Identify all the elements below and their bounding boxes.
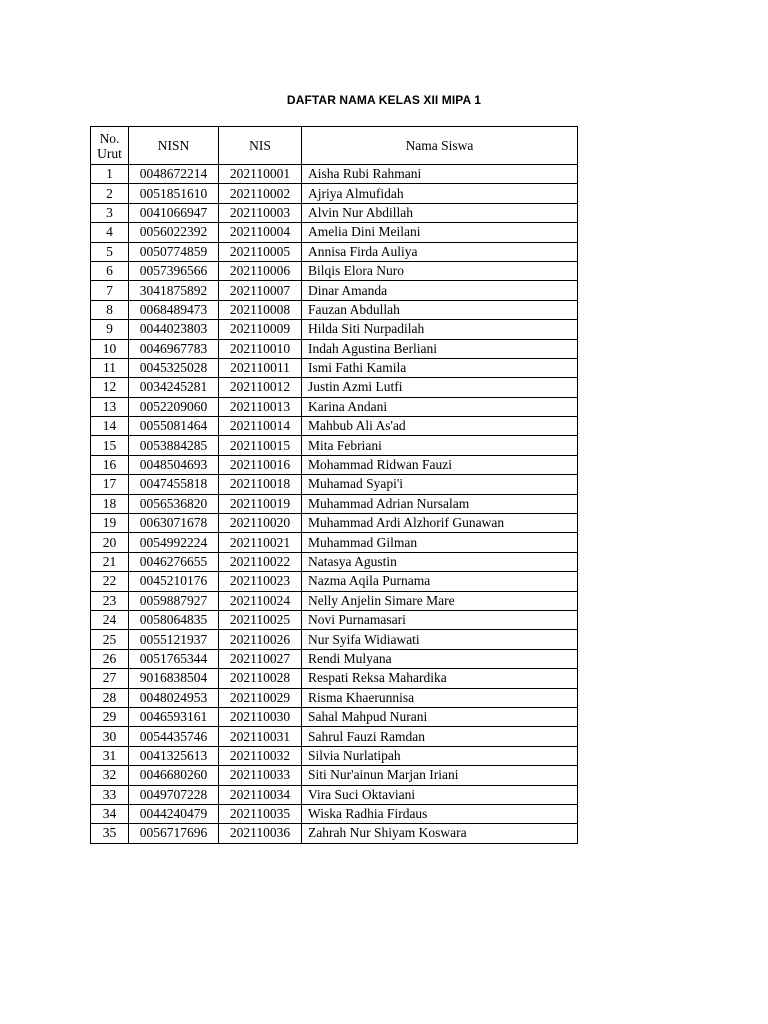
cell-no: 8 — [91, 300, 129, 319]
cell-no: 25 — [91, 630, 129, 649]
cell-name: Vira Suci Oktaviani — [302, 785, 578, 804]
cell-name: Wiska Radhia Firdaus — [302, 804, 578, 823]
table-row — [91, 417, 578, 436]
cell-nis: 202110028 — [219, 669, 302, 688]
table-row — [91, 707, 578, 726]
cell-no: 14 — [91, 417, 129, 436]
cell-nisn: 9016838504 — [129, 669, 219, 688]
cell-no: 23 — [91, 591, 129, 610]
table-row — [91, 165, 578, 184]
cell-nis: 202110035 — [219, 804, 302, 823]
cell-no: 12 — [91, 378, 129, 397]
cell-nisn: 0046967783 — [129, 339, 219, 358]
cell-no: 5 — [91, 242, 129, 261]
cell-nis: 202110004 — [219, 223, 302, 242]
cell-nisn: 0052209060 — [129, 397, 219, 416]
cell-nis: 202110024 — [219, 591, 302, 610]
cell-nisn: 0048024953 — [129, 688, 219, 707]
cell-nisn: 0046680260 — [129, 766, 219, 785]
cell-name: Muhammad Ardi Alzhorif Gunawan — [302, 514, 578, 533]
cell-name: Mita Febriani — [302, 436, 578, 455]
cell-no: 26 — [91, 649, 129, 668]
table-body — [91, 165, 578, 844]
cell-nisn: 0058064835 — [129, 610, 219, 629]
cell-nisn: 0054435746 — [129, 727, 219, 746]
header-nis: NIS — [219, 127, 302, 165]
cell-nis: 202110031 — [219, 727, 302, 746]
cell-nisn: 0055081464 — [129, 417, 219, 436]
cell-nis: 202110036 — [219, 824, 302, 843]
cell-nis: 202110030 — [219, 707, 302, 726]
table-row — [91, 630, 578, 649]
cell-nisn: 0056536820 — [129, 494, 219, 513]
cell-no: 33 — [91, 785, 129, 804]
cell-nisn: 0059887927 — [129, 591, 219, 610]
cell-nisn: 0048672214 — [129, 165, 219, 184]
cell-no: 11 — [91, 358, 129, 377]
cell-nisn: 0045325028 — [129, 358, 219, 377]
cell-name: Sahrul Fauzi Ramdan — [302, 727, 578, 746]
cell-no: 10 — [91, 339, 129, 358]
cell-no: 3 — [91, 203, 129, 222]
table-row — [91, 300, 578, 319]
cell-no: 2 — [91, 184, 129, 203]
header-nama-siswa: Nama Siswa — [302, 127, 578, 165]
cell-nisn: 0048504693 — [129, 455, 219, 474]
cell-no: 27 — [91, 669, 129, 688]
cell-no: 9 — [91, 320, 129, 339]
cell-no: 13 — [91, 397, 129, 416]
table-row — [91, 397, 578, 416]
cell-no: 15 — [91, 436, 129, 455]
cell-name: Ismi Fathi Kamila — [302, 358, 578, 377]
table-row — [91, 494, 578, 513]
cell-nis: 202110015 — [219, 436, 302, 455]
cell-no: 17 — [91, 475, 129, 494]
cell-nis: 202110019 — [219, 494, 302, 513]
cell-name: Dinar Amanda — [302, 281, 578, 300]
table-row — [91, 824, 578, 843]
cell-nis: 202110005 — [219, 242, 302, 261]
cell-nis: 202110033 — [219, 766, 302, 785]
table-row — [91, 552, 578, 571]
cell-nisn: 0050774859 — [129, 242, 219, 261]
header-no-urut — [91, 127, 129, 165]
table-row — [91, 766, 578, 785]
cell-nis: 202110018 — [219, 475, 302, 494]
table-row — [91, 339, 578, 358]
cell-name: Nazma Aqila Purnama — [302, 572, 578, 591]
cell-nisn: 0056717696 — [129, 824, 219, 843]
cell-nis: 202110020 — [219, 514, 302, 533]
cell-name: Alvin Nur Abdillah — [302, 203, 578, 222]
cell-name: Ajriya Almufidah — [302, 184, 578, 203]
cell-nisn: 0044023803 — [129, 320, 219, 339]
cell-nis: 202110026 — [219, 630, 302, 649]
cell-nisn: 0068489473 — [129, 300, 219, 319]
table-row — [91, 514, 578, 533]
cell-name: Silvia Nurlatipah — [302, 746, 578, 765]
cell-no: 28 — [91, 688, 129, 707]
table-row — [91, 320, 578, 339]
cell-nis: 202110027 — [219, 649, 302, 668]
cell-name: Bilqis Elora Nuro — [302, 261, 578, 280]
table-row — [91, 281, 578, 300]
cell-nisn: 0051851610 — [129, 184, 219, 203]
table-row — [91, 804, 578, 823]
cell-nis: 202110034 — [219, 785, 302, 804]
cell-nis: 202110003 — [219, 203, 302, 222]
table-row — [91, 591, 578, 610]
table-row — [91, 572, 578, 591]
cell-name: Nelly Anjelin Simare Mare — [302, 591, 578, 610]
cell-name: Hilda Siti Nurpadilah — [302, 320, 578, 339]
cell-nisn: 0057396566 — [129, 261, 219, 280]
cell-name: Mohammad Ridwan Fauzi — [302, 455, 578, 474]
cell-nisn: 0063071678 — [129, 514, 219, 533]
header-no-line2: Urut — [97, 145, 122, 161]
table-row — [91, 184, 578, 203]
table-row — [91, 610, 578, 629]
cell-nis: 202110010 — [219, 339, 302, 358]
cell-no: 6 — [91, 261, 129, 280]
cell-name: Natasya Agustin — [302, 552, 578, 571]
cell-nisn: 0041325613 — [129, 746, 219, 765]
cell-no: 29 — [91, 707, 129, 726]
cell-nisn: 0046276655 — [129, 552, 219, 571]
table-row — [91, 378, 578, 397]
table-row — [91, 223, 578, 242]
cell-no: 16 — [91, 455, 129, 474]
cell-name: Muhammad Gilman — [302, 533, 578, 552]
table-row — [91, 475, 578, 494]
table-row — [91, 649, 578, 668]
cell-name: Annisa Firda Auliya — [302, 242, 578, 261]
cell-nis: 202110009 — [219, 320, 302, 339]
table-row — [91, 203, 578, 222]
cell-nisn: 0045210176 — [129, 572, 219, 591]
cell-nis: 202110002 — [219, 184, 302, 203]
cell-nisn: 0041066947 — [129, 203, 219, 222]
table-row — [91, 785, 578, 804]
table-row — [91, 242, 578, 261]
cell-nisn: 0046593161 — [129, 707, 219, 726]
cell-name: Rendi Mulyana — [302, 649, 578, 668]
cell-name: Muhamad Syapi'i — [302, 475, 578, 494]
cell-nisn: 0056022392 — [129, 223, 219, 242]
cell-no: 22 — [91, 572, 129, 591]
cell-nis: 202110014 — [219, 417, 302, 436]
cell-name: Muhammad Adrian Nursalam — [302, 494, 578, 513]
cell-nis: 202110001 — [219, 165, 302, 184]
cell-name: Respati Reksa Mahardika — [302, 669, 578, 688]
cell-nisn: 0044240479 — [129, 804, 219, 823]
cell-no: 21 — [91, 552, 129, 571]
cell-name: Nur Syifa Widiawati — [302, 630, 578, 649]
cell-no: 24 — [91, 610, 129, 629]
cell-nis: 202110016 — [219, 455, 302, 474]
cell-nisn: 0034245281 — [129, 378, 219, 397]
cell-nis: 202110006 — [219, 261, 302, 280]
cell-name: Zahrah Nur Shiyam Koswara — [302, 824, 578, 843]
header-nisn: NISN — [129, 127, 219, 165]
table-row — [91, 727, 578, 746]
cell-nis: 202110032 — [219, 746, 302, 765]
cell-no: 32 — [91, 766, 129, 785]
cell-no: 1 — [91, 165, 129, 184]
cell-name: Risma Khaerunnisa — [302, 688, 578, 707]
cell-no: 19 — [91, 514, 129, 533]
cell-nisn: 0049707228 — [129, 785, 219, 804]
page-title: DAFTAR NAMA KELAS XII MIPA 1 — [286, 93, 482, 107]
table-row — [91, 358, 578, 377]
cell-no: 30 — [91, 727, 129, 746]
cell-name: Justin Azmi Lutfi — [302, 378, 578, 397]
cell-no: 20 — [91, 533, 129, 552]
cell-nis: 202110012 — [219, 378, 302, 397]
cell-nis: 202110008 — [219, 300, 302, 319]
student-roster-table — [90, 126, 578, 844]
cell-name: Fauzan Abdullah — [302, 300, 578, 319]
table-row — [91, 533, 578, 552]
cell-nisn: 0054992224 — [129, 533, 219, 552]
table-row — [91, 688, 578, 707]
cell-nisn: 0047455818 — [129, 475, 219, 494]
cell-nis: 202110013 — [219, 397, 302, 416]
cell-name: Karina Andani — [302, 397, 578, 416]
table-row — [91, 261, 578, 280]
table-row — [91, 455, 578, 474]
cell-no: 31 — [91, 746, 129, 765]
cell-nisn: 0051765344 — [129, 649, 219, 668]
cell-no: 35 — [91, 824, 129, 843]
table-row — [91, 746, 578, 765]
cell-name: Novi Purnamasari — [302, 610, 578, 629]
cell-nisn: 0053884285 — [129, 436, 219, 455]
cell-no: 18 — [91, 494, 129, 513]
cell-nis: 202110021 — [219, 533, 302, 552]
cell-name: Amelia Dini Meilani — [302, 223, 578, 242]
cell-name: Mahbub Ali As'ad — [302, 417, 578, 436]
table-header-row — [91, 127, 578, 165]
cell-nisn: 3041875892 — [129, 281, 219, 300]
cell-nisn: 0055121937 — [129, 630, 219, 649]
table-row — [91, 436, 578, 455]
cell-nis: 202110025 — [219, 610, 302, 629]
cell-nis: 202110023 — [219, 572, 302, 591]
cell-name: Siti Nur'ainun Marjan Iriani — [302, 766, 578, 785]
cell-nis: 202110022 — [219, 552, 302, 571]
cell-nis: 202110029 — [219, 688, 302, 707]
table-row — [91, 669, 578, 688]
cell-nis: 202110007 — [219, 281, 302, 300]
cell-name: Indah Agustina Berliani — [302, 339, 578, 358]
cell-no: 7 — [91, 281, 129, 300]
header-no-line1: No. — [99, 130, 120, 146]
cell-name: Sahal Mahpud Nurani — [302, 707, 578, 726]
cell-nis: 202110011 — [219, 358, 302, 377]
cell-name: Aisha Rubi Rahmani — [302, 165, 578, 184]
cell-no: 4 — [91, 223, 129, 242]
cell-no: 34 — [91, 804, 129, 823]
